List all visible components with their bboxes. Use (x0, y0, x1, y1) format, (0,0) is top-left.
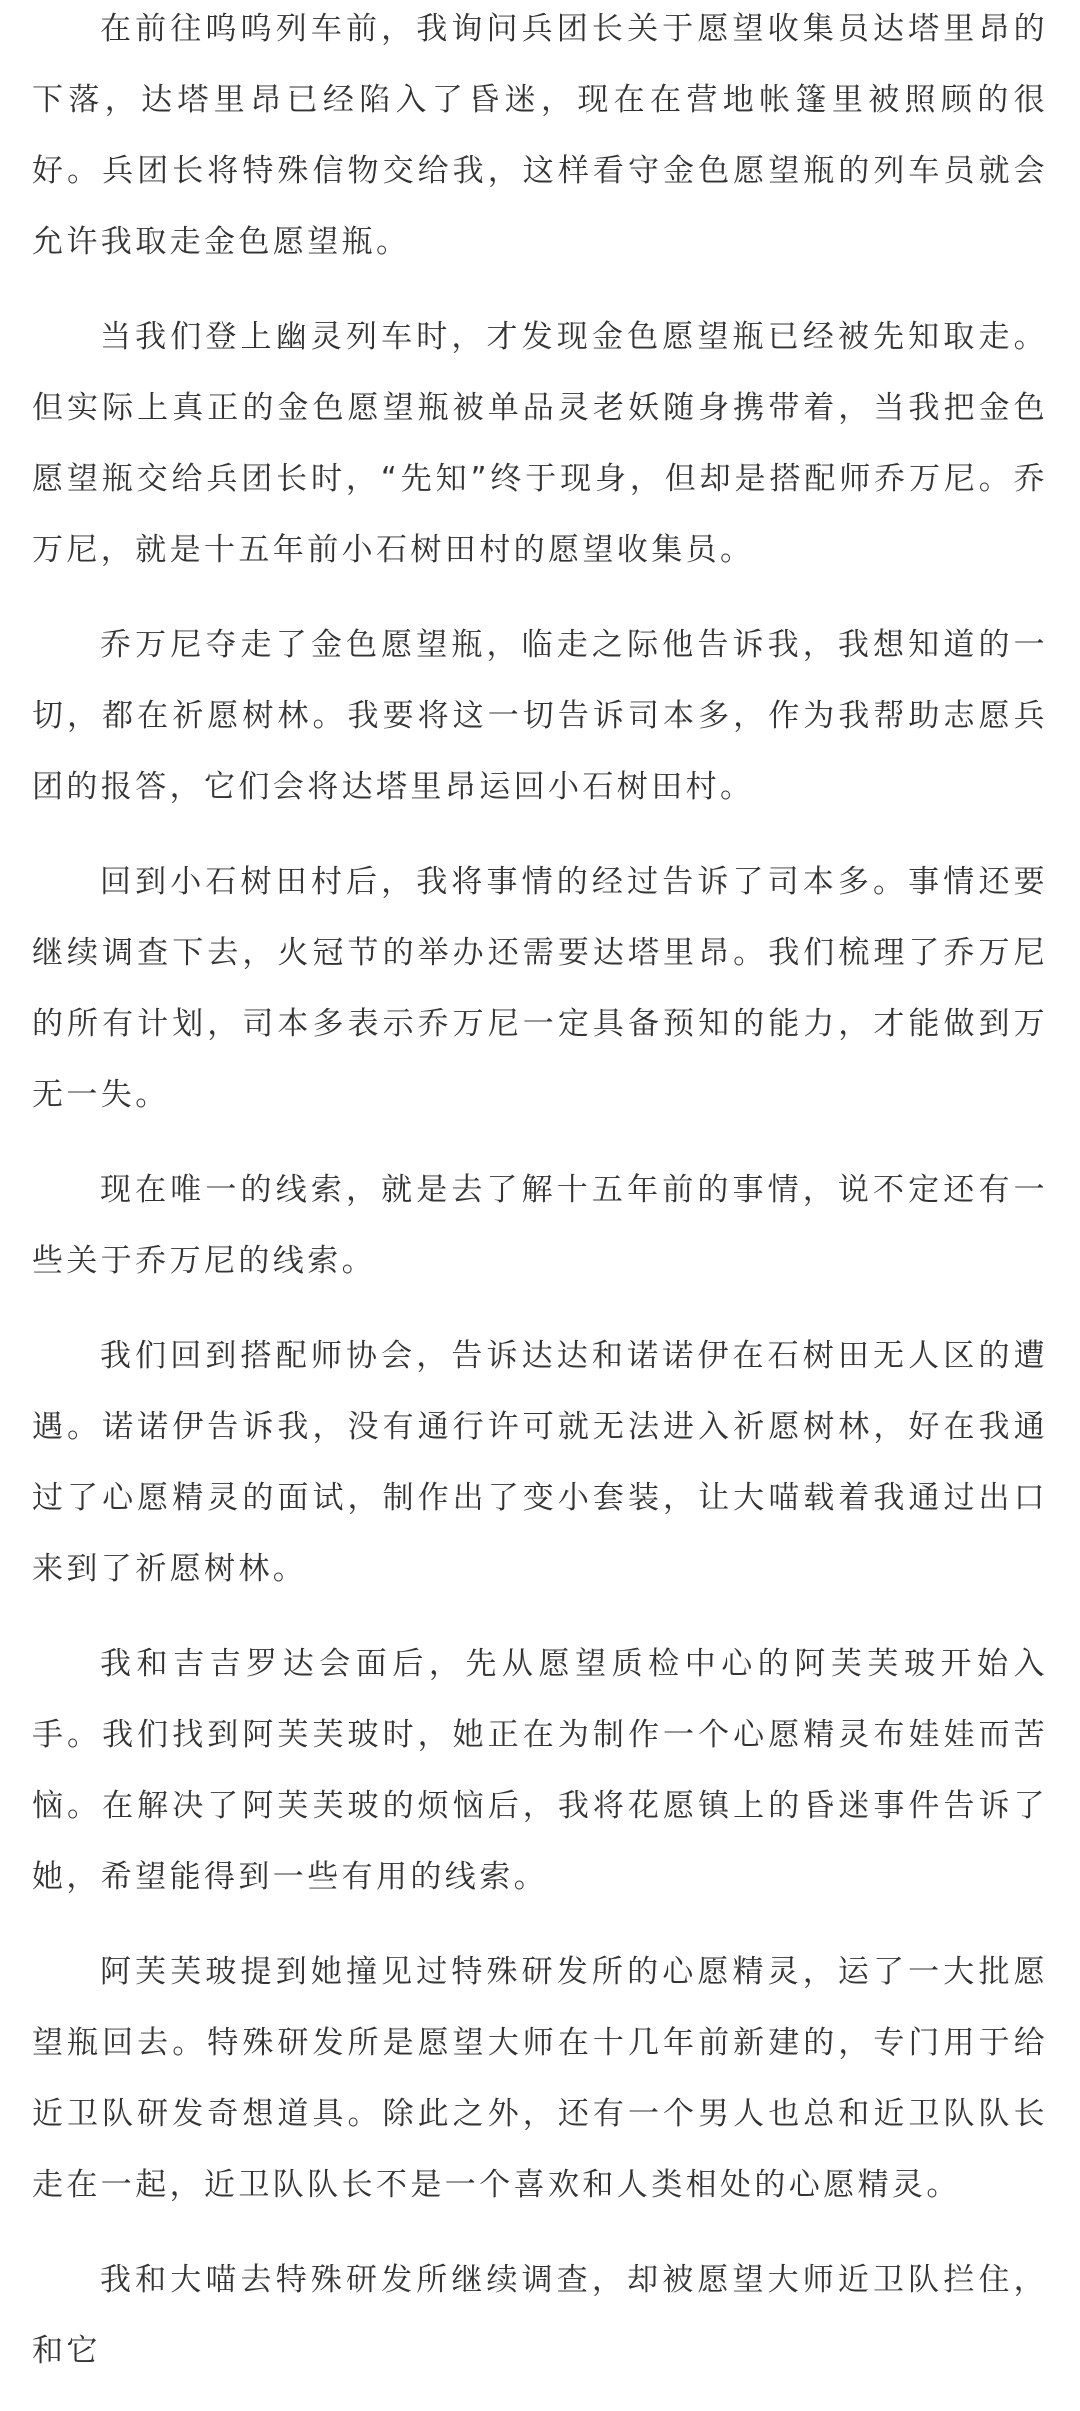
paragraph-9: 我和大喵去特殊研发所继续调查，却被愿望大师近卫队拦住，和它 (32, 2262, 1048, 2369)
paragraph-3: 乔万尼夺走了金色愿望瓶，临走之际他告诉我，我想知道的一切，都在祈愿树林。我要将这一切告诉司本多，作为我帮助志愿兵团的报答，它们会将达塔里昂运回小石树田村。 (32, 627, 1048, 805)
paragraph-5: 现在唯一的线索，就是去了解十五年前的事情，说不定还有一些关于乔万尼的线索。 (32, 1172, 1048, 1279)
paragraph-1: 在前往呜呜列车前，我询问兵团长关于愿望收集员达塔里昂的下落，达塔里昂已经陷入了昏迷，现在在营地帐篷里被照顾的很好。兵团长将特殊信物交给我，这样看守金色愿望瓶的列车员就会允许我取走金色愿望瓶。 (32, 11, 1048, 260)
paragraph-2: 当我们登上幽灵列车时，才发现金色愿望瓶已经被先知取走。但实际上真正的金色愿望瓶被单品灵老妖随身携带着，当我把金色愿望瓶交给兵团长时，“先知”终于现身，但却是搭配师乔万尼。乔万尼，就是十五年前小石树田村的愿望收集员。 (32, 319, 1048, 568)
paragraph-6: 我们回到搭配师协会，告诉达达和诺诺伊在石树田无人区的遭遇。诺诺伊告诉我，没有通行许可就无法进入祈愿树林，好在我通过了心愿精灵的面试，制作出了变小套装，让大喵载着我通过出口来到了祈愿树林。 (32, 1338, 1048, 1587)
paragraph-7: 我和吉吉罗达会面后，先从愿望质检中心的阿芙芙玻开始入手。我们找到阿芙芙玻时，她正在为制作一个心愿精灵布娃娃而苦恼。在解决了阿芙芙玻的烦恼后，我将花愿镇上的昏迷事件告诉了她，希望能得到一些有用的线索。 (32, 1646, 1048, 1895)
paragraph-8: 阿芙芙玻提到她撞见过特殊研发所的心愿精灵，运了一大批愿望瓶回去。特殊研发所是愿望大师在十几年前新建的，专门用于给近卫队研发奇想道具。除此之外，还有一个男人也总和近卫队队长走在一起，近卫队队长不是一个喜欢和人类相处的心愿精灵。 (32, 1954, 1048, 2203)
paragraph-4: 回到小石树田村后，我将事情的经过告诉了司本多。事情还要继续调查下去，火冠节的举办还需要达塔里昂。我们梳理了乔万尼的所有计划，司本多表示乔万尼一定具备预知的能力，才能做到万无一失。 (32, 864, 1048, 1113)
article-body (32, 0, 1048, 2411)
